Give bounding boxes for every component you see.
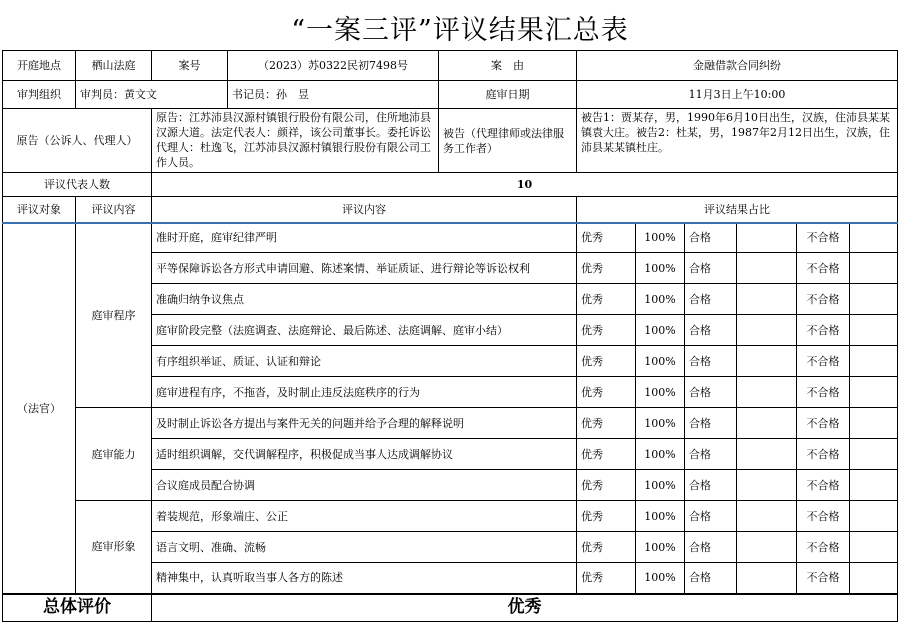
pass-pct (737, 408, 797, 439)
pass-pct (737, 563, 797, 594)
excellent-pct: 100% (636, 408, 685, 439)
excellent-label: 优秀 (577, 253, 636, 284)
item-text: 庭审阶段完整（法庭调查、法庭辩论、最后陈述、法庭调解、庭审小结） (152, 315, 577, 346)
fail-label: 不合格 (797, 470, 850, 501)
cause-label: 案 由 (439, 51, 577, 81)
pass-pct (737, 377, 797, 408)
excellent-label: 优秀 (577, 439, 636, 470)
defendant-value: 被告1：贾某存，男，1990年6月10日出生，汉族，住沛县某某镇袁大庄。被告2：杜某，男，1987年2月12日出生，汉族，住沛县某某镇杜庄。 (577, 109, 898, 173)
pass-label: 合格 (685, 532, 737, 563)
fail-label: 不合格 (797, 253, 850, 284)
rep-count-value: 10 (152, 173, 898, 197)
pass-label: 合格 (685, 315, 737, 346)
location-value: 栖山法庭 (76, 51, 152, 81)
fail-label: 不合格 (797, 284, 850, 315)
rep-count-label: 评议代表人数 (3, 173, 152, 197)
summary-table (2, 50, 898, 622)
col-object: 评议对象 (3, 197, 76, 223)
fail-label: 不合格 (797, 223, 850, 253)
excellent-pct: 100% (636, 563, 685, 594)
pass-label: 合格 (685, 501, 737, 532)
evaluated-object: （法官） (3, 223, 76, 594)
pass-pct (737, 223, 797, 253)
pass-pct (737, 253, 797, 284)
cause-value: 金融借款合同纠纷 (577, 51, 898, 81)
excellent-label: 优秀 (577, 284, 636, 315)
table-row (3, 223, 898, 253)
table-row (3, 501, 898, 532)
defendant-label: 被告（代理律师或法律服务工作者） (439, 109, 577, 173)
pass-pct (737, 501, 797, 532)
clerk-value: 书记员：孙 昱 (228, 81, 439, 109)
excellent-pct: 100% (636, 223, 685, 253)
header-row-2 (3, 81, 898, 109)
item-text: 着装规范，形象端庄、公正 (152, 501, 577, 532)
date-value: 11月3日上午10:00 (577, 81, 898, 109)
pass-pct (737, 284, 797, 315)
group-name: 庭审能力 (76, 408, 152, 501)
fail-label: 不合格 (797, 532, 850, 563)
group-name: 庭审程序 (76, 223, 152, 408)
item-text: 庭审进程有序，不拖沓，及时制止违反法庭秩序的行为 (152, 377, 577, 408)
col-result: 评议结果占比 (577, 197, 898, 223)
col-content: 评议内容 (152, 197, 577, 223)
group-name: 庭审形象 (76, 501, 152, 594)
excellent-label: 优秀 (577, 470, 636, 501)
excellent-pct: 100% (636, 501, 685, 532)
fail-pct (850, 501, 898, 532)
excellent-pct: 100% (636, 284, 685, 315)
location-label: 开庭地点 (3, 51, 76, 81)
pass-pct (737, 470, 797, 501)
pass-label: 合格 (685, 253, 737, 284)
fail-pct (850, 470, 898, 501)
fail-pct (850, 377, 898, 408)
pass-label: 合格 (685, 439, 737, 470)
item-text: 及时制止诉讼各方提出与案件无关的问题并给予合理的解释说明 (152, 408, 577, 439)
excellent-label: 优秀 (577, 377, 636, 408)
fail-label: 不合格 (797, 501, 850, 532)
header-row-4 (3, 173, 898, 197)
overall-label: 总体评价 (3, 594, 152, 622)
fail-label: 不合格 (797, 315, 850, 346)
panel-label: 审判组织 (3, 81, 76, 109)
plaintiff-label: 原告（公诉人、代理人） (3, 109, 152, 173)
item-text: 准时开庭，庭审纪律严明 (152, 223, 577, 253)
fail-pct (850, 408, 898, 439)
col-category: 评议内容 (76, 197, 152, 223)
fail-label: 不合格 (797, 563, 850, 594)
pass-label: 合格 (685, 223, 737, 253)
fail-label: 不合格 (797, 408, 850, 439)
fail-pct (850, 532, 898, 563)
item-text: 适时组织调解，交代调解程序，积极促成当事人达成调解协议 (152, 439, 577, 470)
pass-label: 合格 (685, 470, 737, 501)
excellent-label: 优秀 (577, 563, 636, 594)
item-text: 语言文明、准确、流畅 (152, 532, 577, 563)
fail-pct (850, 223, 898, 253)
pass-label: 合格 (685, 408, 737, 439)
fail-pct (850, 315, 898, 346)
excellent-pct: 100% (636, 532, 685, 563)
item-text: 有序组织举证、质证、认证和辩论 (152, 346, 577, 377)
excellent-pct: 100% (636, 439, 685, 470)
pass-pct (737, 439, 797, 470)
fail-pct (850, 346, 898, 377)
excellent-pct: 100% (636, 377, 685, 408)
column-header-row (3, 197, 898, 223)
judge-value: 审判员：黄文文 (76, 81, 228, 109)
item-text: 合议庭成员配合协调 (152, 470, 577, 501)
case-no-label: 案号 (152, 51, 228, 81)
pass-pct (737, 315, 797, 346)
pass-label: 合格 (685, 284, 737, 315)
page-title: “一案三评”评议结果汇总表 (291, 15, 629, 46)
pass-pct (737, 346, 797, 377)
overall-value: 优秀 (152, 594, 898, 622)
pass-label: 合格 (685, 346, 737, 377)
fail-label: 不合格 (797, 377, 850, 408)
pass-label: 合格 (685, 563, 737, 594)
excellent-label: 优秀 (577, 346, 636, 377)
plaintiff-value: 原告：江苏沛县汉源村镇银行股份有限公司，住所地沛县汉源大道。法定代表人：颜祥，该公司董事长。委托诉讼代理人：杜逸飞，江苏沛县汉源村镇银行股份有限公司工作人员。 (152, 109, 439, 173)
fail-pct (850, 563, 898, 594)
fail-pct (850, 284, 898, 315)
excellent-label: 优秀 (577, 315, 636, 346)
header-row-3 (3, 109, 898, 173)
header-row-1 (3, 51, 898, 81)
excellent-pct: 100% (636, 346, 685, 377)
fail-label: 不合格 (797, 439, 850, 470)
excellent-pct: 100% (636, 470, 685, 501)
excellent-pct: 100% (636, 315, 685, 346)
pass-label: 合格 (685, 377, 737, 408)
excellent-label: 优秀 (577, 501, 636, 532)
excellent-label: 优秀 (577, 532, 636, 563)
fail-pct (850, 253, 898, 284)
case-no-value: （2023）苏0322民初7498号 (228, 51, 439, 81)
item-text: 平等保障诉讼各方形式申请回避、陈述案情、举证质证、进行辩论等诉讼权利 (152, 253, 577, 284)
overall-row (3, 594, 898, 622)
pass-pct (737, 532, 797, 563)
excellent-label: 优秀 (577, 223, 636, 253)
item-text: 精神集中，认真听取当事人各方的陈述 (152, 563, 577, 594)
item-text: 准确归纳争议焦点 (152, 284, 577, 315)
fail-pct (850, 439, 898, 470)
fail-label: 不合格 (797, 346, 850, 377)
excellent-pct: 100% (636, 253, 685, 284)
table-row (3, 408, 898, 439)
excellent-label: 优秀 (577, 408, 636, 439)
date-label: 庭审日期 (439, 81, 577, 109)
